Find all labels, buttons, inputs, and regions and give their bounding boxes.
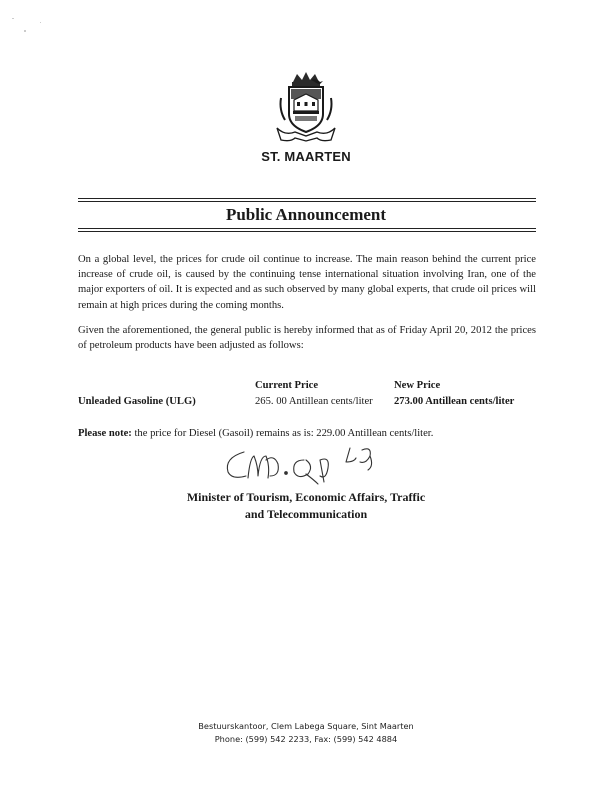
divider [78,231,536,232]
divider [78,198,536,199]
note-text: the price for Diesel (Gasoil) remains as is: 229.00 Antillean cents/liter. [131,428,434,439]
body-paragraph: On a global level, the prices for crude oil continue to increase. The main reason behind the current price increase of crude oil, is caused by the continuing tense international situation involving Iran, one of the major exporters of oil. It is expected and as such observed by many global experts, that crude oil prices will remain at high prices during the coming months. [78,254,536,311]
organization-name: ST. MAARTEN [261,149,351,164]
product-name: Unleaded Gasoline (ULG) [78,396,196,407]
footer-address: Bestuurskantoor, Clem Labega Square, Sint Maarten [198,721,414,731]
minister-title-line: and Telecommunication [244,507,368,521]
footer-contact: Phone: (599) 542 2233, Fax: (599) 542 4884 [214,734,398,744]
coat-of-arms-seal [273,70,339,144]
body-paragraph: Given the aforementioned, the general public is hereby informed that as of Friday April 20, 2012 the prices of petroleum products have been adjusted as follows: [78,325,536,352]
current-price-value: 265. 00 Antillean cents/liter [255,396,373,407]
scan-speck [24,30,26,32]
minister-title-line: Minister of Tourism, Economic Affairs, Traffic [186,490,426,504]
announcement-title: Public Announcement [225,205,387,224]
current-price-header: Current Price [255,380,319,391]
divider [78,228,536,229]
diesel-note [78,428,433,439]
note-label: Please note: [78,428,132,439]
handwritten-signature [222,440,422,486]
new-price-value: 273.00 Antillean cents/liter [394,396,515,407]
footer [0,720,612,746]
new-price-header: New Price [394,380,441,391]
scan-speck [12,18,14,19]
divider [78,201,536,202]
minister-title [0,489,612,523]
scan-speck [40,22,41,23]
